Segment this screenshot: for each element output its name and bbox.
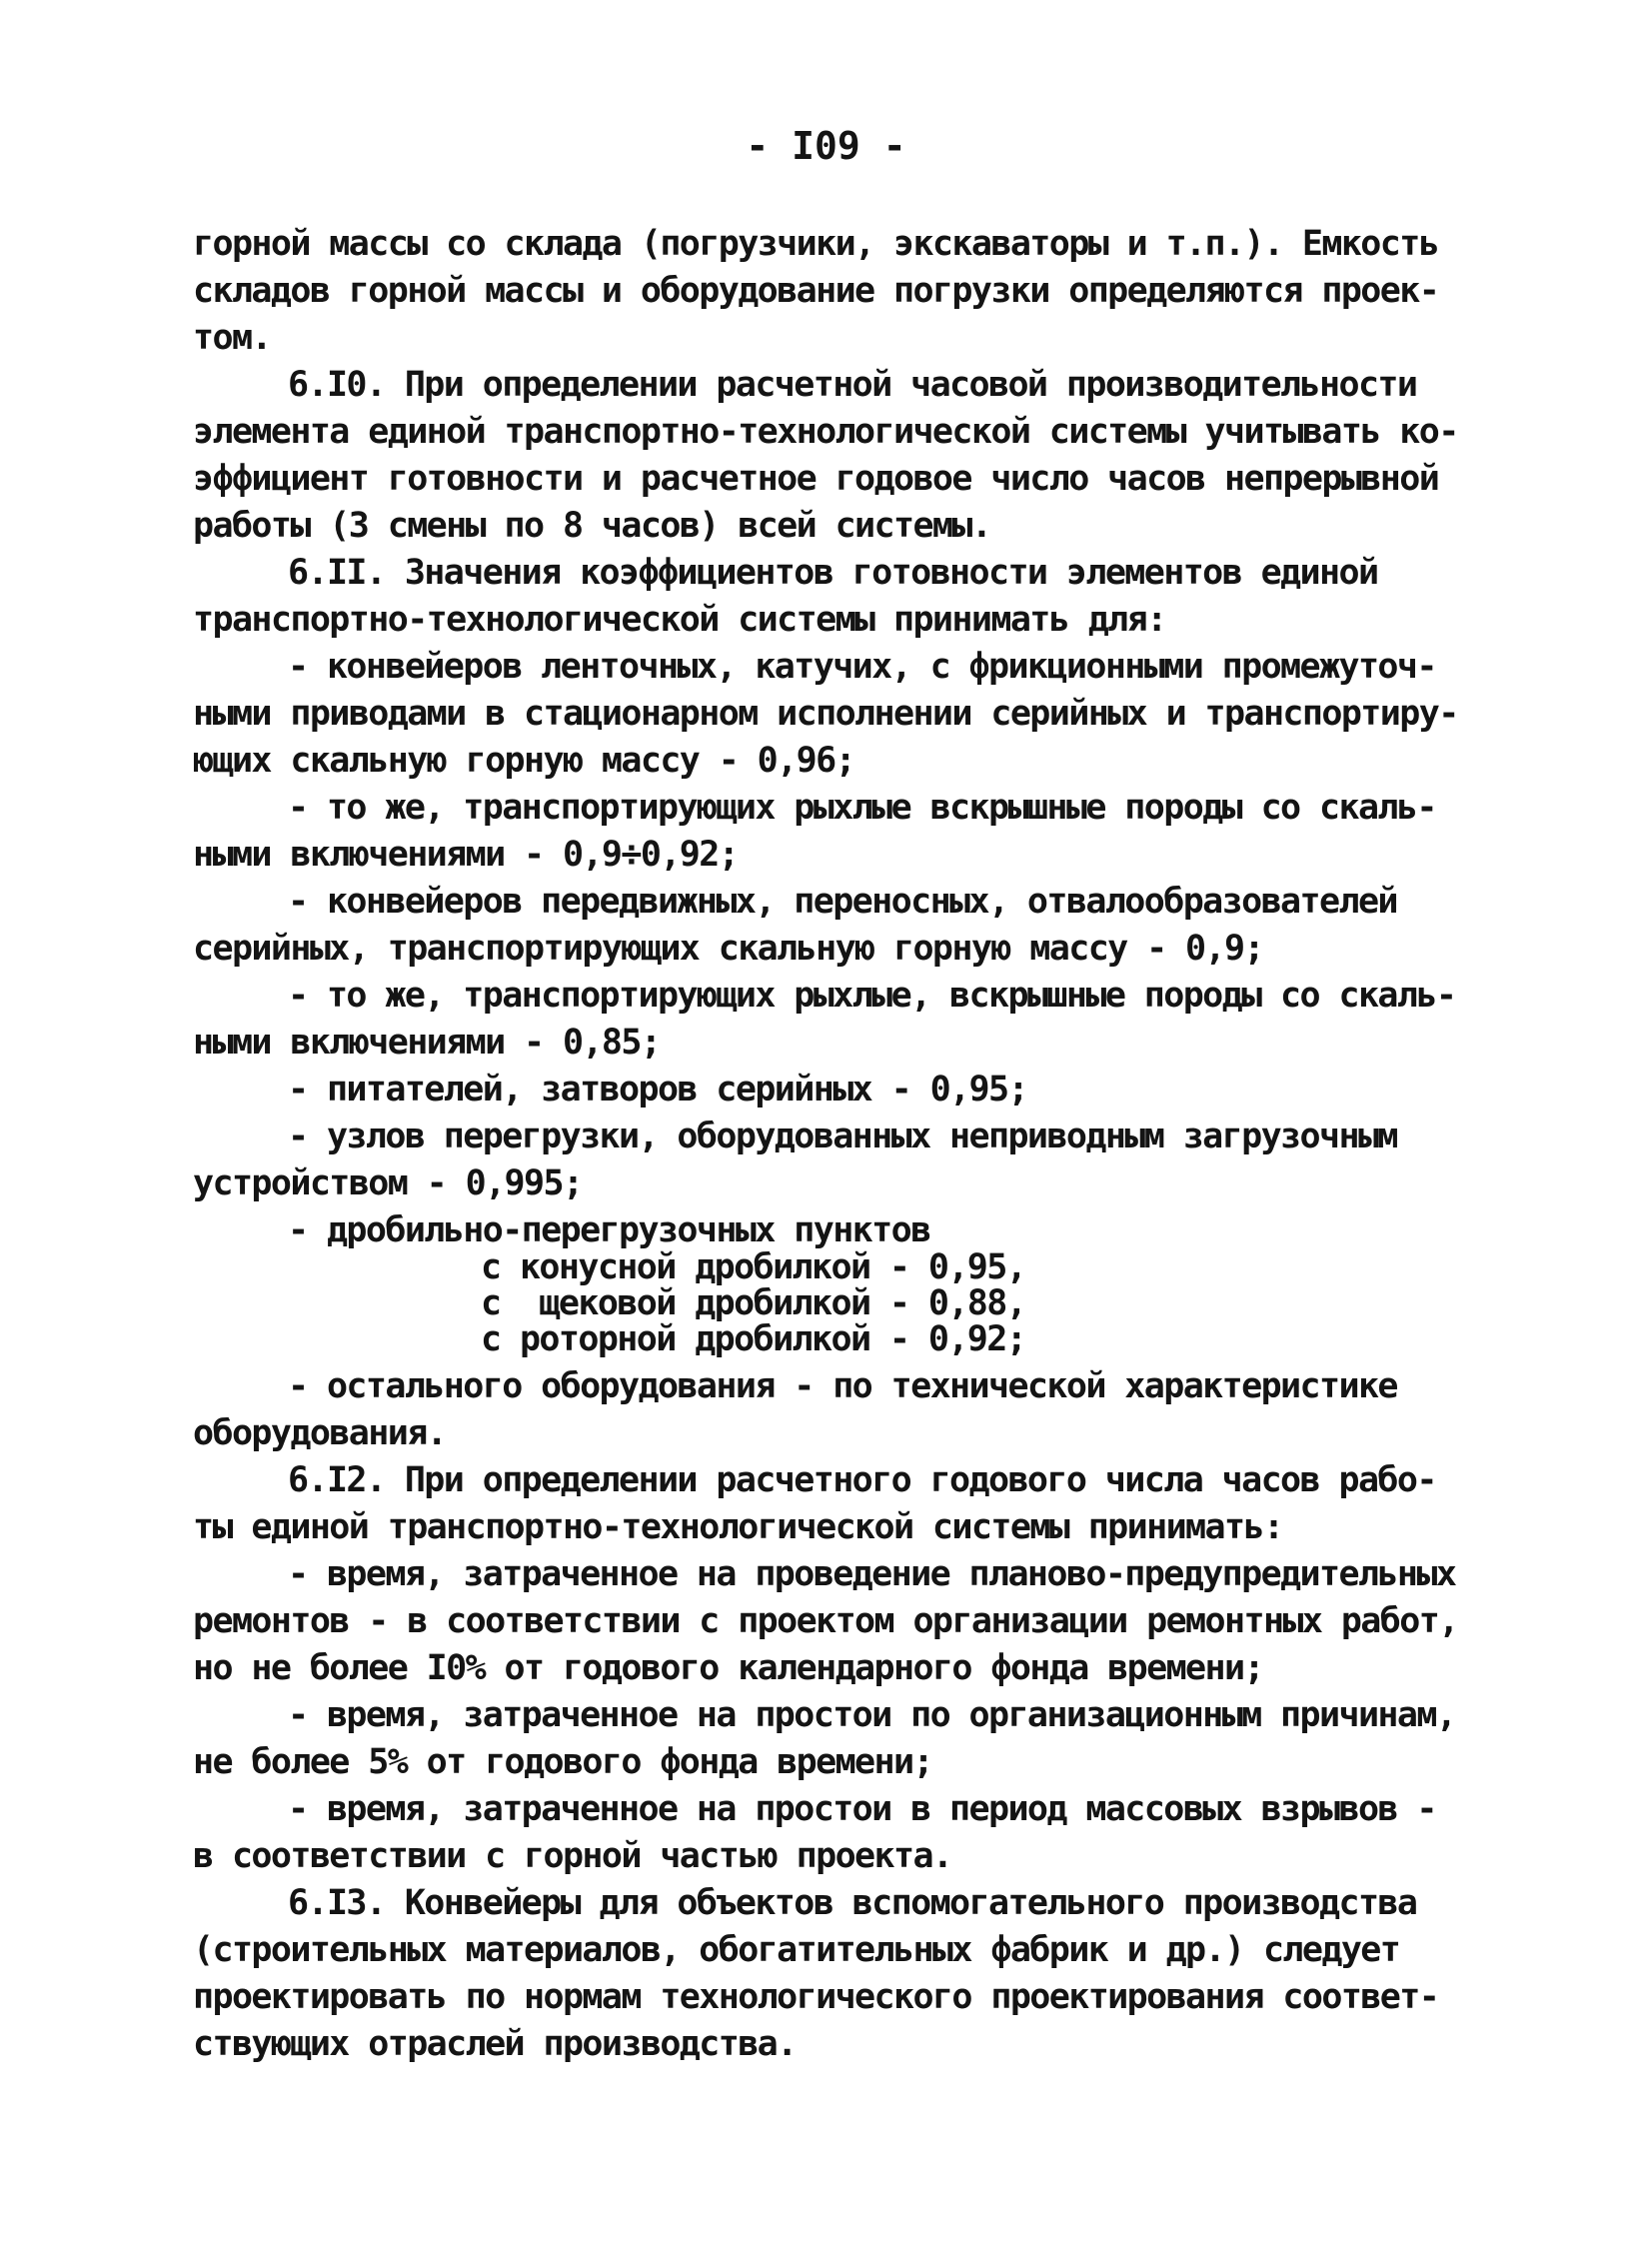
section-6-12-heading-line: 6.I2. При определении расчетного годового числа часов рабо-	[288, 1460, 1436, 1500]
list-item-line: - конвейеров передвижных, переносных, отвалообразователей	[288, 882, 1397, 922]
list-item-line: - узлов перегрузки, оборудованных неприводным загрузочным	[288, 1117, 1397, 1156]
list-item-line: - остального оборудования - по технической характеристике	[288, 1366, 1397, 1406]
text-line: горной массы со склада (погрузчики, экскаваторы и т.п.). Емкость	[193, 224, 1439, 264]
list-item-line: - то же, транспортирующих рыхлые вскрышные породы со скаль-	[288, 788, 1436, 828]
text-line: том.	[193, 318, 271, 358]
list-item-line: - конвейеров ленточных, катучих, с фрикционными промежуточ-	[288, 647, 1436, 687]
crusher-sub-item: с роторной дробилкой - 0,92;	[481, 1319, 1026, 1359]
page-number: - I09 -	[746, 124, 906, 168]
list-item-line: - дробильно-перегрузочных пунктов	[288, 1210, 930, 1250]
text-line: ющих скальную горную массу - 0,96;	[193, 741, 855, 781]
text-line: ты единой транспортно-технологической системы принимать:	[193, 1507, 1283, 1547]
crusher-sub-item: с щековой дробилкой - 0,88,	[481, 1283, 1026, 1323]
section-6-10-heading-line: 6.I0. При определении расчетной часовой производительности	[288, 365, 1417, 405]
text-line: ными включениями - 0,85;	[193, 1023, 661, 1063]
text-line: эффициент готовности и расчетное годовое число часов непрерывной	[193, 459, 1439, 499]
text-line: но не более I0% от годового календарного фонда времени;	[193, 1648, 1263, 1688]
text-line: оборудования.	[193, 1413, 447, 1453]
text-line: ными включениями - 0,9÷0,92;	[193, 835, 739, 875]
text-line: транспортно-технологической системы принимать для:	[193, 600, 1166, 640]
text-line: (строительных материалов, обогатительных фабрик и др.) следует	[193, 1930, 1400, 1970]
text-line: устройством - 0,995;	[193, 1163, 583, 1203]
text-line: элемента единой транспортно-технологической системы учитывать ко-	[193, 412, 1458, 452]
section-6-11-heading-line: 6.II. Значения коэффициентов готовности элементов единой	[288, 553, 1378, 593]
text-line: не более 5% от годового фонда времени;	[193, 1742, 932, 1782]
list-item-line: - то же, транспортирующих рыхлые, вскрышные породы со скаль-	[288, 976, 1456, 1016]
text-line: складов горной массы и оборудование погрузки определяются проек-	[193, 271, 1439, 311]
list-item-line: - питателей, затворов серийных - 0,95;	[288, 1070, 1027, 1110]
text-line: ными приводами в стационарном исполнении серийных и транспортиру-	[193, 694, 1458, 734]
list-item-line: - время, затраченное на простои в период массовых взрывов -	[288, 1789, 1436, 1829]
text-line: проектировать по нормам технологического проектирования соответ-	[193, 1977, 1439, 2017]
list-item-line: - время, затраченное на проведение планово-предупредительных	[288, 1554, 1456, 1594]
text-line: ствующих отраслей производства.	[193, 2024, 797, 2064]
text-line: серийных, транспортирующих скальную горную массу - 0,9;	[193, 929, 1263, 969]
crusher-sub-item: с конусной дробилкой - 0,95,	[481, 1247, 1026, 1287]
text-line: работы (3 смены по 8 часов) всей системы.	[193, 506, 991, 546]
text-line: ремонтов - в соответствии с проектом организации ремонтных работ,	[193, 1601, 1458, 1641]
list-item-line: - время, затраченное на простои по организационным причинам,	[288, 1695, 1456, 1735]
text-line: в соответствии с горной частью проекта.	[193, 1836, 952, 1876]
section-6-13-heading-line: 6.I3. Конвейеры для объектов вспомогательного производства	[288, 1883, 1417, 1923]
